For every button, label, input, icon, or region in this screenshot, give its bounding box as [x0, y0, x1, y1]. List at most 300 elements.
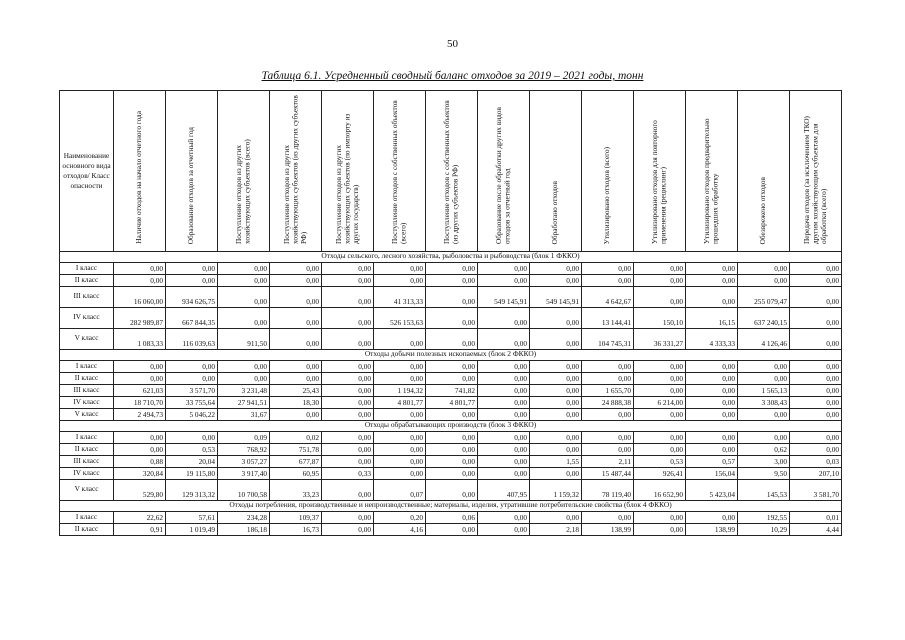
value-cell: 36 331,27	[634, 328, 686, 349]
value-cell: 6 214,00	[634, 396, 686, 408]
value-cell: 0,00	[634, 384, 686, 396]
table-row	[60, 360, 842, 372]
value-cell: 1 019,49	[166, 523, 218, 535]
hazard-class-cell: IV класс	[60, 467, 114, 479]
value-cell: 0,00	[686, 372, 738, 384]
table-row	[60, 443, 842, 455]
column-header-text: Образование после обработки других видов отходов за отчетный год	[494, 107, 512, 244]
value-cell: 0,00	[322, 396, 374, 408]
value-cell: 5 046,22	[166, 408, 218, 420]
column-header	[738, 91, 790, 252]
value-cell: 0,20	[374, 511, 426, 523]
column-header-text: Обработано отходов	[550, 180, 560, 244]
value-cell: 150,10	[634, 307, 686, 328]
value-cell: 0,00	[790, 372, 842, 384]
value-cell: 0,09	[218, 431, 270, 443]
value-cell: 0,00	[322, 408, 374, 420]
hazard-class-cell: IV класс	[60, 307, 114, 328]
value-cell: 911,50	[218, 328, 270, 349]
value-cell: 15 487,44	[582, 467, 634, 479]
value-cell: 0,00	[322, 328, 374, 349]
value-cell: 138,99	[686, 523, 738, 535]
value-cell: 192,55	[738, 511, 790, 523]
column-header	[478, 91, 530, 252]
value-cell: 0,00	[218, 286, 270, 307]
hazard-class-cell: II класс	[60, 523, 114, 535]
value-cell: 0,00	[790, 408, 842, 420]
value-cell: 0,88	[114, 455, 166, 467]
value-cell: 0,00	[478, 443, 530, 455]
column-header	[686, 91, 738, 252]
value-cell: 20,04	[166, 455, 218, 467]
page-number: 50	[447, 38, 458, 50]
value-cell: 104 745,31	[582, 328, 634, 349]
value-cell: 0,00	[530, 262, 582, 274]
value-cell: 0,00	[686, 384, 738, 396]
value-cell: 16,73	[270, 523, 322, 535]
column-header-text: Поступление отходов с собственных объектов (всего)	[390, 100, 408, 244]
value-cell: 637 240,15	[738, 307, 790, 328]
value-cell: 0,00	[686, 408, 738, 420]
value-cell: 0,57	[686, 455, 738, 467]
hazard-class-cell: II класс	[60, 372, 114, 384]
column-header-text: Образование отходов за отчетный год	[186, 126, 196, 244]
value-cell: 0,00	[166, 431, 218, 443]
table-row	[60, 328, 842, 349]
value-cell: 0,00	[686, 396, 738, 408]
value-cell: 255 079,47	[738, 286, 790, 307]
value-cell: 0,00	[426, 431, 478, 443]
value-cell: 0,00	[686, 286, 738, 307]
value-cell: 0,00	[426, 360, 478, 372]
value-cell: 0,03	[790, 455, 842, 467]
value-cell: 0,00	[634, 408, 686, 420]
section-title: Отходы сельского, лесного хозяйства, рыболовства и рыбоводства (блок 1 ФККО)	[60, 251, 842, 262]
value-cell: 0,00	[426, 523, 478, 535]
table-row	[60, 511, 842, 523]
value-cell: 0,00	[426, 443, 478, 455]
value-cell: 0,00	[426, 479, 478, 500]
value-cell: 1 159,32	[530, 479, 582, 500]
value-cell: 0,00	[582, 431, 634, 443]
value-cell: 0,00	[530, 328, 582, 349]
value-cell: 129 313,32	[166, 479, 218, 500]
value-cell: 0,00	[634, 262, 686, 274]
value-cell: 0,00	[218, 262, 270, 274]
value-cell: 0,00	[478, 360, 530, 372]
value-cell: 0,00	[322, 511, 374, 523]
value-cell: 0,00	[374, 360, 426, 372]
value-cell: 0,00	[530, 307, 582, 328]
value-cell: 0,00	[582, 360, 634, 372]
value-cell: 0,06	[426, 511, 478, 523]
value-cell: 0,00	[374, 372, 426, 384]
value-cell: 109,37	[270, 511, 322, 523]
value-cell: 33,23	[270, 479, 322, 500]
value-cell: 3 917,40	[218, 467, 270, 479]
value-cell: 0,07	[374, 479, 426, 500]
hazard-class-cell: II класс	[60, 274, 114, 286]
column-header	[634, 91, 686, 252]
value-cell: 145,53	[738, 479, 790, 500]
value-cell: 0,00	[478, 384, 530, 396]
value-cell: 0,00	[374, 443, 426, 455]
value-cell: 24 888,38	[582, 396, 634, 408]
table-row	[60, 286, 842, 307]
value-cell: 41 313,33	[374, 286, 426, 307]
value-cell: 0,00	[426, 274, 478, 286]
hazard-class-cell: V класс	[60, 479, 114, 500]
value-cell: 0,00	[634, 274, 686, 286]
value-cell: 0,00	[582, 372, 634, 384]
hazard-class-cell: I класс	[60, 360, 114, 372]
value-cell: 0,00	[114, 431, 166, 443]
value-cell: 0,00	[530, 360, 582, 372]
value-cell: 0,53	[166, 443, 218, 455]
header-row	[60, 91, 842, 252]
value-cell: 0,00	[426, 286, 478, 307]
value-cell: 0,00	[790, 443, 842, 455]
hazard-class-cell: II класс	[60, 443, 114, 455]
value-cell: 0,00	[582, 408, 634, 420]
value-cell: 0,00	[478, 523, 530, 535]
waste-balance-table	[59, 90, 842, 536]
value-cell: 0,00	[114, 360, 166, 372]
value-cell: 0,00	[790, 384, 842, 396]
value-cell: 0,00	[790, 307, 842, 328]
value-cell: 0,00	[322, 274, 374, 286]
value-cell: 0,00	[634, 286, 686, 307]
column-header	[270, 91, 322, 252]
value-cell: 0,01	[790, 511, 842, 523]
table-row	[60, 372, 842, 384]
value-cell: 0,00	[478, 262, 530, 274]
value-cell: 0,00	[738, 360, 790, 372]
value-cell: 0,00	[322, 479, 374, 500]
value-cell: 4 333,33	[686, 328, 738, 349]
value-cell: 5 423,04	[686, 479, 738, 500]
column-header-text: Передача отходов (за исключением ТКО) другим хозяйствующим субъектам для обработки (всего)	[801, 116, 828, 244]
value-cell: 0,00	[582, 511, 634, 523]
section-header-row	[60, 420, 842, 431]
value-cell: 60,95	[270, 467, 322, 479]
value-cell: 1 565,13	[738, 384, 790, 396]
value-cell: 751,78	[270, 443, 322, 455]
value-cell: 0,00	[270, 408, 322, 420]
value-cell: 0,00	[114, 262, 166, 274]
value-cell: 0,00	[426, 455, 478, 467]
value-cell: 0,00	[322, 307, 374, 328]
value-cell: 0,00	[634, 360, 686, 372]
column-header-text: Утилизировано отходов для повторного применения (рециклинг)	[650, 120, 668, 244]
value-cell: 0,00	[270, 328, 322, 349]
value-cell: 0,00	[530, 511, 582, 523]
value-cell: 0,00	[478, 511, 530, 523]
table-row	[60, 262, 842, 274]
table-title-text: Таблица 6.1. Усредненный сводный баланс отходов за 2019 – 2021 годы, тонн	[261, 70, 644, 82]
value-cell: 0,00	[634, 511, 686, 523]
value-cell: 0,00	[426, 307, 478, 328]
value-cell: 4 801,77	[374, 396, 426, 408]
table-row	[60, 408, 842, 420]
value-cell: 0,00	[686, 431, 738, 443]
value-cell: 0,00	[270, 372, 322, 384]
value-cell: 526 153,63	[374, 307, 426, 328]
column-header-text: Поступление отходов из других хозяйствующих субъектов (по импорту из других государств)	[333, 113, 360, 244]
value-cell: 320,84	[114, 467, 166, 479]
value-cell: 621,03	[114, 384, 166, 396]
value-cell: 22,62	[114, 511, 166, 523]
section-header-row	[60, 349, 842, 360]
value-cell: 186,18	[218, 523, 270, 535]
value-cell: 10 700,58	[218, 479, 270, 500]
value-cell: 0,00	[686, 360, 738, 372]
table-row	[60, 467, 842, 479]
value-cell: 0,00	[114, 443, 166, 455]
value-cell: 0,00	[478, 408, 530, 420]
column-header	[530, 91, 582, 252]
value-cell: 0,00	[790, 286, 842, 307]
hazard-class-cell: V класс	[60, 408, 114, 420]
value-cell: 0,00	[374, 455, 426, 467]
value-cell: 0,00	[530, 384, 582, 396]
value-cell: 0,00	[530, 396, 582, 408]
value-cell: 549 145,91	[478, 286, 530, 307]
value-cell: 0,00	[686, 511, 738, 523]
column-header-text: Поступление отходов из других хозяйствующих субъектов (из других субъектов РФ)	[281, 95, 308, 244]
value-cell: 934 626,75	[166, 286, 218, 307]
value-cell: 529,80	[114, 479, 166, 500]
column-header	[322, 91, 374, 252]
value-cell: 0,00	[426, 408, 478, 420]
column-header	[790, 91, 842, 252]
value-cell: 0,00	[114, 274, 166, 286]
table-row	[60, 479, 842, 500]
value-cell: 0,00	[738, 262, 790, 274]
column-header	[114, 91, 166, 252]
value-cell: 4,16	[374, 523, 426, 535]
section-header-row	[60, 500, 842, 511]
table-row	[60, 455, 842, 467]
column-header: Наименование основного вида отходов/ Класс опасности	[60, 91, 114, 252]
value-cell: 0,00	[738, 274, 790, 286]
value-cell: 0,62	[738, 443, 790, 455]
value-cell: 156,04	[686, 467, 738, 479]
value-cell: 3,00	[738, 455, 790, 467]
value-cell: 0,00	[322, 455, 374, 467]
value-cell: 0,00	[686, 274, 738, 286]
value-cell: 0,00	[166, 274, 218, 286]
value-cell: 667 844,35	[166, 307, 218, 328]
value-cell: 0,00	[270, 274, 322, 286]
value-cell: 0,00	[634, 523, 686, 535]
value-cell: 741,82	[426, 384, 478, 396]
table-row	[60, 384, 842, 396]
value-cell: 0,33	[322, 467, 374, 479]
column-header-text: Поступление отходов из других хозяйствующих субъектов (всего)	[234, 139, 252, 244]
value-cell: 57,61	[166, 511, 218, 523]
value-cell: 0,00	[166, 372, 218, 384]
column-header	[582, 91, 634, 252]
column-header	[374, 91, 426, 252]
value-cell: 0,00	[322, 523, 374, 535]
table-row	[60, 307, 842, 328]
value-cell: 0,00	[270, 307, 322, 328]
value-cell: 25,43	[270, 384, 322, 396]
value-cell: 19 115,80	[166, 467, 218, 479]
column-header-text: Обезврежено отходов	[758, 176, 768, 244]
value-cell: 2,11	[582, 455, 634, 467]
hazard-class-cell: III класс	[60, 384, 114, 396]
value-cell: 0,00	[322, 443, 374, 455]
value-cell: 0,00	[270, 360, 322, 372]
value-cell: 0,00	[790, 328, 842, 349]
value-cell: 0,00	[738, 372, 790, 384]
value-cell: 16 652,90	[634, 479, 686, 500]
value-cell: 0,00	[426, 372, 478, 384]
value-cell: 0,00	[478, 396, 530, 408]
hazard-class-cell: IV класс	[60, 396, 114, 408]
value-cell: 0,00	[374, 431, 426, 443]
value-cell: 0,00	[582, 262, 634, 274]
value-cell: 0,00	[530, 274, 582, 286]
table-body	[60, 251, 842, 535]
value-cell: 0,00	[738, 431, 790, 443]
table-row	[60, 431, 842, 443]
column-header-text: Утилизировано отходов (всего)	[602, 146, 612, 244]
value-cell: 282 989,87	[114, 307, 166, 328]
value-cell: 16 060,00	[114, 286, 166, 307]
value-cell: 0,00	[530, 467, 582, 479]
value-cell: 31,67	[218, 408, 270, 420]
value-cell: 18 710,70	[114, 396, 166, 408]
section-title: Отходы обрабатывающих производств (блок 3 ФККО)	[60, 420, 842, 431]
value-cell: 0,00	[530, 443, 582, 455]
value-cell: 0,00	[634, 443, 686, 455]
hazard-class-cell: I класс	[60, 431, 114, 443]
value-cell: 0,00	[686, 443, 738, 455]
value-cell: 0,00	[738, 408, 790, 420]
value-cell: 207,10	[790, 467, 842, 479]
value-cell: 0,00	[790, 274, 842, 286]
table-row	[60, 274, 842, 286]
value-cell: 0,00	[634, 372, 686, 384]
value-cell: 0,00	[218, 372, 270, 384]
value-cell: 4 126,46	[738, 328, 790, 349]
value-cell: 0,00	[478, 328, 530, 349]
table-row	[60, 523, 842, 535]
value-cell: 33 755,64	[166, 396, 218, 408]
value-cell: 0,00	[322, 431, 374, 443]
value-cell: 0,00	[582, 274, 634, 286]
hazard-class-cell: III класс	[60, 455, 114, 467]
value-cell: 3 308,43	[738, 396, 790, 408]
value-cell: 0,00	[322, 262, 374, 274]
column-header-text: Поступление отходов с собственных объектов (из других субъектов РФ)	[442, 100, 460, 244]
value-cell: 0,00	[478, 274, 530, 286]
value-cell: 407,95	[478, 479, 530, 500]
value-cell: 768,92	[218, 443, 270, 455]
value-cell: 0,00	[426, 328, 478, 349]
value-cell: 926,41	[634, 467, 686, 479]
value-cell: 1 655,70	[582, 384, 634, 396]
value-cell: 4,44	[790, 523, 842, 535]
value-cell: 18,30	[270, 396, 322, 408]
value-cell: 0,00	[374, 328, 426, 349]
value-cell: 0,00	[790, 262, 842, 274]
value-cell: 16,15	[686, 307, 738, 328]
value-cell: 0,00	[530, 431, 582, 443]
value-cell: 138,99	[582, 523, 634, 535]
value-cell: 0,00	[374, 274, 426, 286]
value-cell: 0,00	[322, 384, 374, 396]
value-cell: 0,00	[790, 431, 842, 443]
value-cell: 0,00	[478, 372, 530, 384]
value-cell: 0,00	[530, 372, 582, 384]
value-cell: 1 083,33	[114, 328, 166, 349]
value-cell: 0,00	[270, 286, 322, 307]
value-cell: 13 144,41	[582, 307, 634, 328]
value-cell: 0,00	[218, 274, 270, 286]
value-cell: 0,00	[374, 408, 426, 420]
value-cell: 3 571,70	[166, 384, 218, 396]
value-cell: 0,00	[374, 467, 426, 479]
column-header	[426, 91, 478, 252]
value-cell: 1 194,32	[374, 384, 426, 396]
column-header	[218, 91, 270, 252]
table-row	[60, 396, 842, 408]
value-cell: 0,00	[114, 372, 166, 384]
value-cell: 0,00	[478, 467, 530, 479]
value-cell: 78 119,40	[582, 479, 634, 500]
value-cell: 0,00	[478, 455, 530, 467]
value-cell: 4 801,77	[426, 396, 478, 408]
value-cell: 2,18	[530, 523, 582, 535]
value-cell: 0,00	[582, 443, 634, 455]
value-cell: 0,00	[374, 262, 426, 274]
value-cell: 116 039,63	[166, 328, 218, 349]
value-cell: 0,00	[270, 262, 322, 274]
section-title: Отходы потребления, производственные и непроизводственные; материалы, изделия, утратившие потребительские свойства (блок 4 ФККО)	[60, 500, 842, 511]
column-header	[166, 91, 218, 252]
value-cell: 0,00	[478, 431, 530, 443]
value-cell: 0,00	[322, 372, 374, 384]
hazard-class-cell: III класс	[60, 286, 114, 307]
value-cell: 0,00	[166, 360, 218, 372]
value-cell: 4 642,67	[582, 286, 634, 307]
value-cell: 0,00	[322, 360, 374, 372]
section-title: Отходы добычи полезных ископаемых (блок 2 ФККО)	[60, 349, 842, 360]
value-cell: 3 581,70	[790, 479, 842, 500]
value-cell: 0,00	[634, 431, 686, 443]
value-cell: 0,00	[218, 360, 270, 372]
value-cell: 677,87	[270, 455, 322, 467]
column-header-text: Наличие отходов на начало отчетного года	[134, 111, 144, 244]
value-cell: 0,91	[114, 523, 166, 535]
value-cell: 1,55	[530, 455, 582, 467]
hazard-class-cell: I класс	[60, 511, 114, 523]
table-title	[0, 70, 905, 82]
column-header-text: Утилизировано отходов предварительно прошедших обработку	[702, 118, 720, 244]
value-cell: 0,00	[166, 262, 218, 274]
value-cell: 0,00	[530, 408, 582, 420]
value-cell: 9,50	[738, 467, 790, 479]
section-header-row	[60, 251, 842, 262]
value-cell: 0,00	[478, 307, 530, 328]
value-cell: 10,29	[738, 523, 790, 535]
hazard-class-cell: I класс	[60, 262, 114, 274]
value-cell: 3 057,27	[218, 455, 270, 467]
